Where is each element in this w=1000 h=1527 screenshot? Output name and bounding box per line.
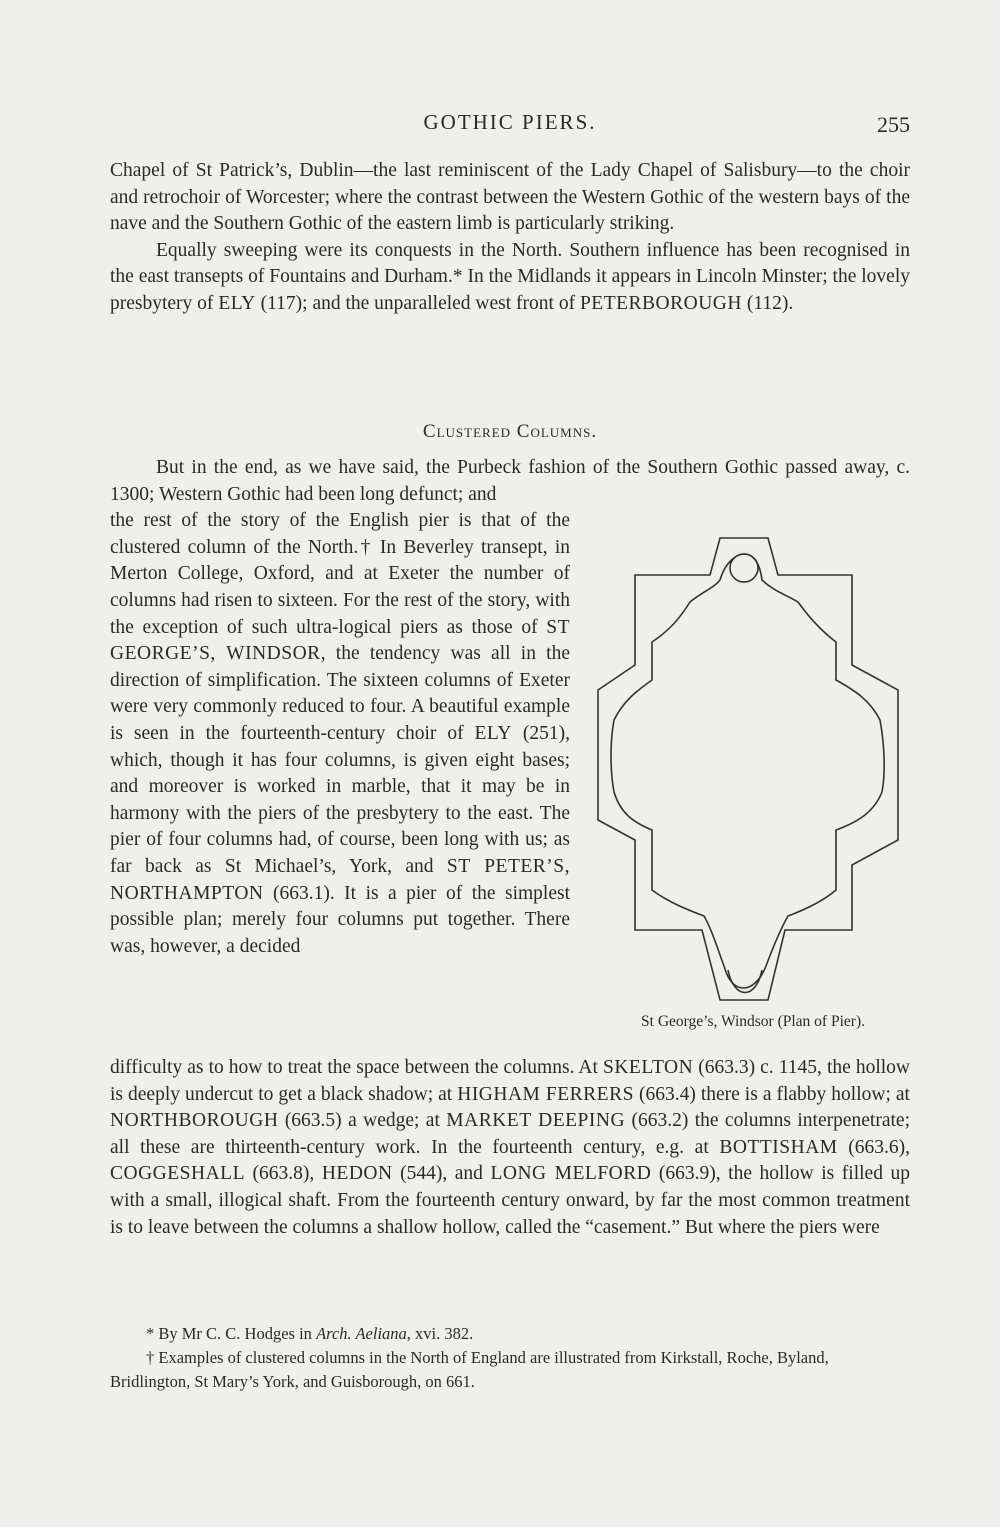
footnote-1 <box>110 1322 910 1346</box>
rest-text-d: (663.5) a wedge; at <box>278 1110 447 1132</box>
page-number: 255 <box>877 112 910 137</box>
place-long-melford: LONG MELFORD <box>490 1163 652 1185</box>
rest-text-c: (663.4) there is a flabby hollow; at <box>633 1083 910 1105</box>
place-ely: ELY <box>218 292 256 314</box>
place-st-georges: ST GEORGE’S, WINDSOR <box>110 616 570 665</box>
rest-text-h: (544), and <box>392 1163 491 1185</box>
footnotes <box>110 1322 910 1394</box>
running-head <box>110 110 910 140</box>
figure-caption: St George’s, Windsor (Plan of Pier). <box>641 1013 865 1030</box>
paragraph-3-continued <box>110 1055 910 1241</box>
rest-text-g: (663.8), <box>245 1163 322 1185</box>
rest-text-i: (663.9), the hollow is filled up with a small, illogical shaft. From the fourteenth century onward, by far the most common treatment is to leave between the columns a shallow hollow, called the “casement.” But where the piers were <box>110 1163 910 1238</box>
footnote-1-title: Arch. Aeliana <box>316 1324 407 1343</box>
place-bottisham: BOTTISHAM <box>719 1136 838 1158</box>
place-skelton: SKELTON <box>602 1057 694 1078</box>
pier-top-shaft <box>730 554 758 582</box>
footnote-2: † Examples of clustered columns in the North of England are illustrated from Kirkstall, Roche, Byland, Bridlington, St Mary’s York, and Guisborough, on 661. <box>110 1348 829 1391</box>
section-body-continued <box>110 1055 910 1241</box>
wrapped-text-b: , the tendency was all in the direction of simplification. The sixteen columns of Exeter were very commonly reduced to four. A beautiful example is seen in the fourteenth-century choir of <box>110 643 571 744</box>
section-heading: Clustered Columns. <box>422 421 598 442</box>
pier-plan-figure <box>590 530 910 1010</box>
rest-text-e: (663.2) the columns interpenetrate; all these are thirteenth-century work. In the fourteenth century, e.g. at <box>110 1110 910 1158</box>
paragraph-2-text-a: Equally sweeping were its conquests in the North. Southern influence has been recognised in the east transepts of Fountains and Durham.* In the Midlands it appears in Lincoln Minster; the lovely presbytery of <box>110 239 910 314</box>
pier-outer-outline <box>598 538 898 1000</box>
rest-text-b: (663.3) c. 1145, the hollow is deeply undercut to get a black shadow; at <box>110 1057 910 1105</box>
paragraph-2-text-c: (112). <box>741 292 794 314</box>
paragraph-1: Chapel of St Patrick’s, Dublin—the last reminiscent of the Lady Chapel of Salisbury—to the choir and retrochoir of Worcester; where the contrast between the Western Gothic of the western bays of the nave and the Southern Gothic of the eastern limb is particularly striking. <box>110 160 910 235</box>
paragraph-3-wrapped <box>110 508 570 960</box>
wrapped-text-d: (663.1). It is a pier of the simplest possible plan; merely four columns put together. There was, however, a decided <box>110 882 570 957</box>
place-hedon: HEDON <box>321 1163 393 1185</box>
pier-inner-outline <box>611 554 884 988</box>
place-ely-choir: ELY <box>474 722 512 744</box>
paragraph-2 <box>110 238 910 318</box>
place-northborough: NORTHBOROUGH <box>110 1110 279 1132</box>
paragraph-2-text-b: (117); and the unparalleled west front of <box>255 292 580 314</box>
place-market-deeping: MARKET DEEPING <box>446 1110 626 1132</box>
place-coggeshall: COGGESHALL <box>110 1163 245 1185</box>
running-title: GOTHIC PIERS. <box>423 110 597 134</box>
footnote-1-suffix: , xvi. 382. <box>406 1324 474 1343</box>
rest-text-f: (663.6), <box>837 1136 910 1158</box>
rest-text-a: difficulty as to how to treat the space between the columns. At <box>110 1057 603 1078</box>
place-st-peters: ST PETER’S, NORTHAMPTON <box>110 855 570 904</box>
paragraph-3-full-width: But in the end, as we have said, the Purbeck fashion of the Southern Gothic passed away, c. 1300; Western Gothic had been long defunct; and <box>110 457 910 505</box>
place-peterborough: PETERBOROUGH <box>579 292 742 314</box>
place-higham-ferrers: HIGHAM FERRERS <box>457 1083 634 1105</box>
footnote-1-prefix: * By Mr C. C. Hodges in <box>146 1324 317 1343</box>
text-beside-figure <box>110 508 570 960</box>
wrapped-text-c: (251), which, though it has four columns, is given eight bases; and moreover is worked in marble, that it may be in harmony with the piers of the presbytery to the east. The pier of four columns had, of course, been long with us; as far back as St Michael’s, York, and <box>110 722 570 877</box>
opening-paragraphs <box>110 158 910 318</box>
pier-plan-drawing <box>590 530 910 1010</box>
wrapped-text-a: the rest of the story of the English pier is that of the clustered column of the North.† In Beverley transept, in Merton College, Oxford, and at Exeter the number of columns had risen to sixteen. For the rest of the story, with the exception of such ultra-logical piers as those of <box>110 510 570 638</box>
